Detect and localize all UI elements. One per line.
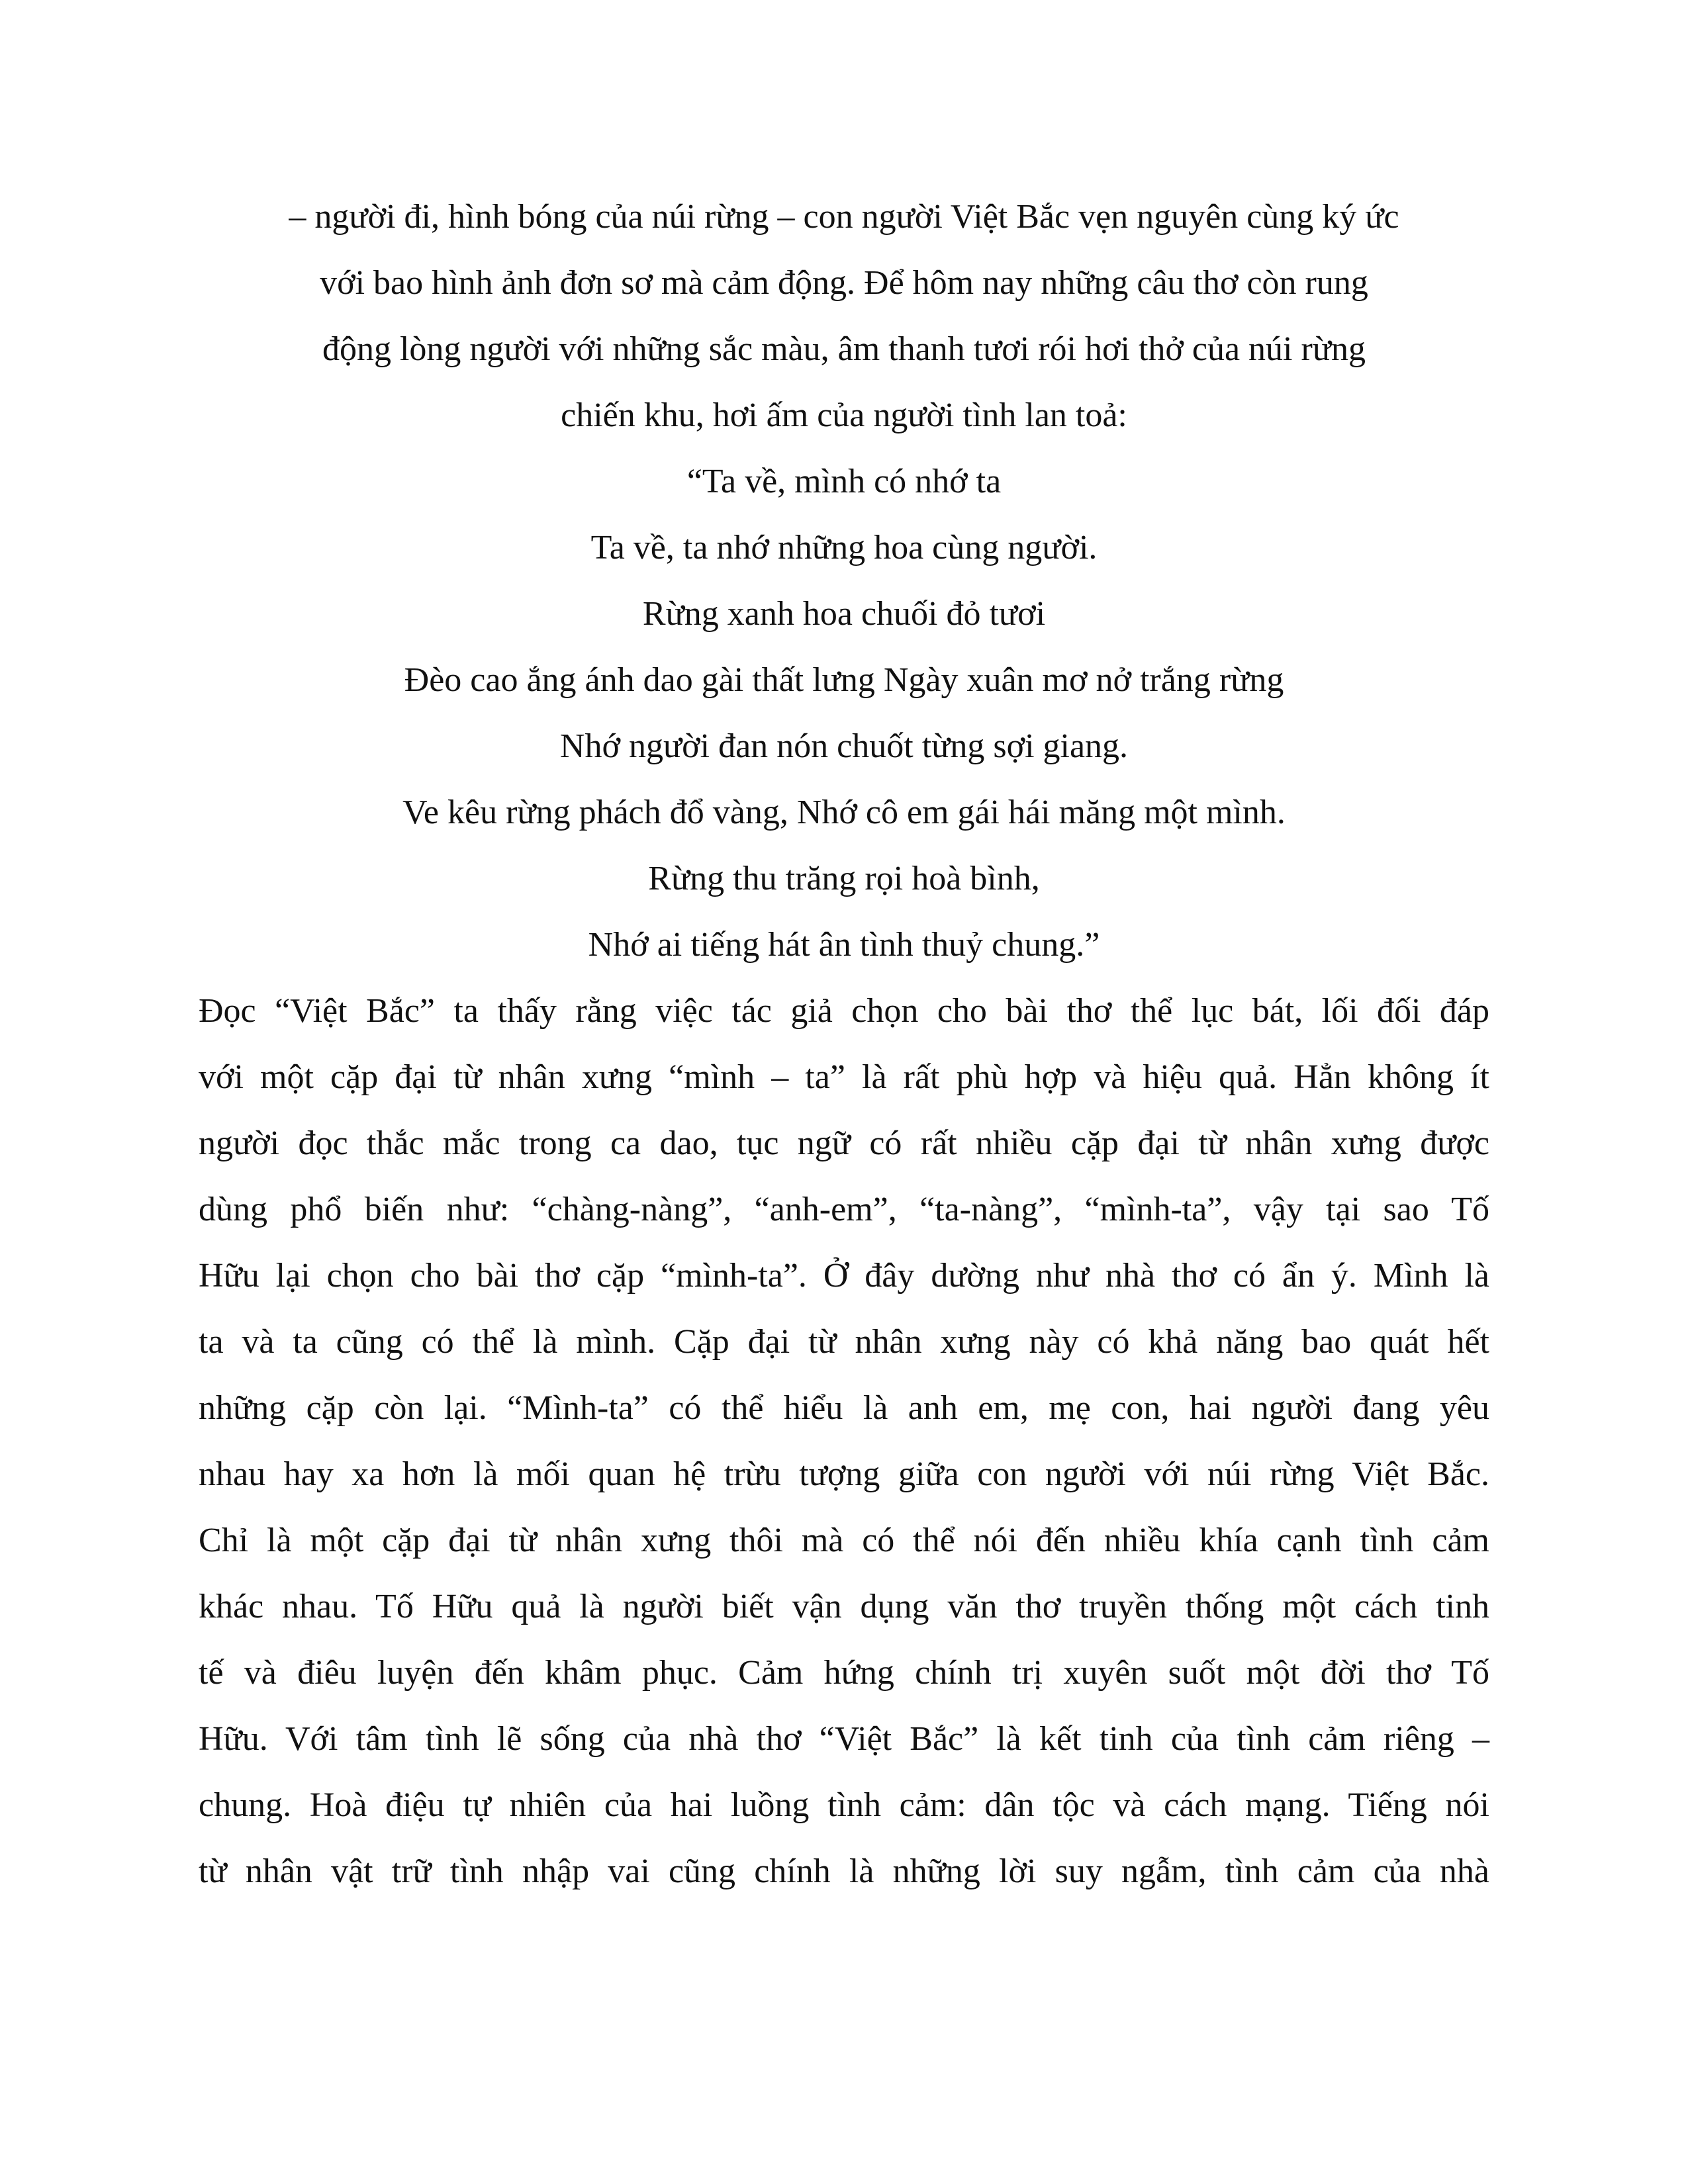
poem-line: Ve kêu rừng phách đổ vàng, Nhớ cô em gái hái măng một mình. [402, 794, 1286, 831]
poem-line: Nhớ người đan nón chuốt từng sợi giang. [559, 727, 1129, 765]
paragraph-line: Chỉ là một cặp đại từ nhân xưng thôi mà có thể nói đến nhiều khía cạnh tình cảm [199, 1522, 1489, 1559]
intro-and-poem [172, 184, 1516, 978]
intro-line: với bao hình ảnh đơn sơ mà cảm động. Để hôm nay những câu thơ còn rung [320, 264, 1368, 302]
paragraph-line: Hữu lại chọn cho bài thơ cặp “mình-ta”. Ở đây dường như nhà thơ có ẩn ý. Mình là [199, 1257, 1489, 1295]
paragraph-line: từ nhân vật trữ tình nhập vai cũng chính là những lời suy ngẫm, tình cảm của nhà [199, 1852, 1489, 1890]
intro-line: động lòng người với những sắc màu, âm thanh tươi rói hơi thở của núi rừng [322, 330, 1366, 368]
paragraph-line: Hữu. Với tâm tình lẽ sống của nhà thơ “Việt Bắc” là kết tinh của tình cảm riêng – [199, 1720, 1489, 1758]
paragraph-line: những cặp còn lại. “Mình-ta” có thể hiểu là anh em, mẹ con, hai người đang yêu [199, 1389, 1489, 1427]
paragraph-line: chung. Hoà điệu tự nhiên của hai luồng tình cảm: dân tộc và cách mạng. Tiếng nói [199, 1786, 1489, 1824]
paragraph-line: nhau hay xa hơn là mối quan hệ trừu tượng giữa con người với núi rừng Việt Bắc. [199, 1455, 1489, 1493]
poem-line: Nhớ ai tiếng hát ân tình thuỷ chung.” [588, 926, 1100, 964]
poem-line: Rừng thu trăng rọi hoà bình, [648, 860, 1040, 897]
intro-line: – người đi, hình bóng của núi rừng – con người Việt Bắc vẹn nguyên cùng ký ức [289, 198, 1399, 236]
poem-line: Rừng xanh hoa chuối đỏ tươi [642, 595, 1046, 633]
paragraph-line: ta và ta cũng có thể là mình. Cặp đại từ nhân xưng này có khả năng bao quát hết [199, 1323, 1489, 1361]
paragraph-line: dùng phổ biến như: “chàng-nàng”, “anh-em”, “ta-nàng”, “mình-ta”, vậy tại sao Tố [199, 1191, 1489, 1228]
paragraph-line: khác nhau. Tố Hữu quả là người biết vận dụng văn thơ truyền thống một cách tinh [199, 1588, 1489, 1625]
poem-line: Ta về, ta nhớ những hoa cùng người. [590, 529, 1098, 567]
paragraph-line: với một cặp đại từ nhân xưng “mình – ta” là rất phù hợp và hiệu quả. Hẳn không ít [199, 1058, 1489, 1096]
body-paragraph [199, 978, 1489, 1905]
poem-line: Đèo cao ắng ánh dao gài thất lưng Ngày xuân mơ nở trắng rừng [404, 661, 1284, 699]
paragraph-line: Đọc “Việt Bắc” ta thấy rằng việc tác giả chọn cho bài thơ thể lục bát, lối đối đáp [199, 992, 1489, 1030]
paragraph-line: người đọc thắc mắc trong ca dao, tục ngữ có rất nhiều cặp đại từ nhân xưng được [199, 1124, 1489, 1162]
paragraph-line: tế và điêu luyện đến khâm phục. Cảm hứng chính trị xuyên suốt một đời thơ Tố [199, 1654, 1489, 1692]
intro-line: chiến khu, hơi ấm của người tình lan toả: [561, 396, 1127, 434]
poem-line: “Ta về, mình có nhớ ta [686, 463, 1002, 500]
